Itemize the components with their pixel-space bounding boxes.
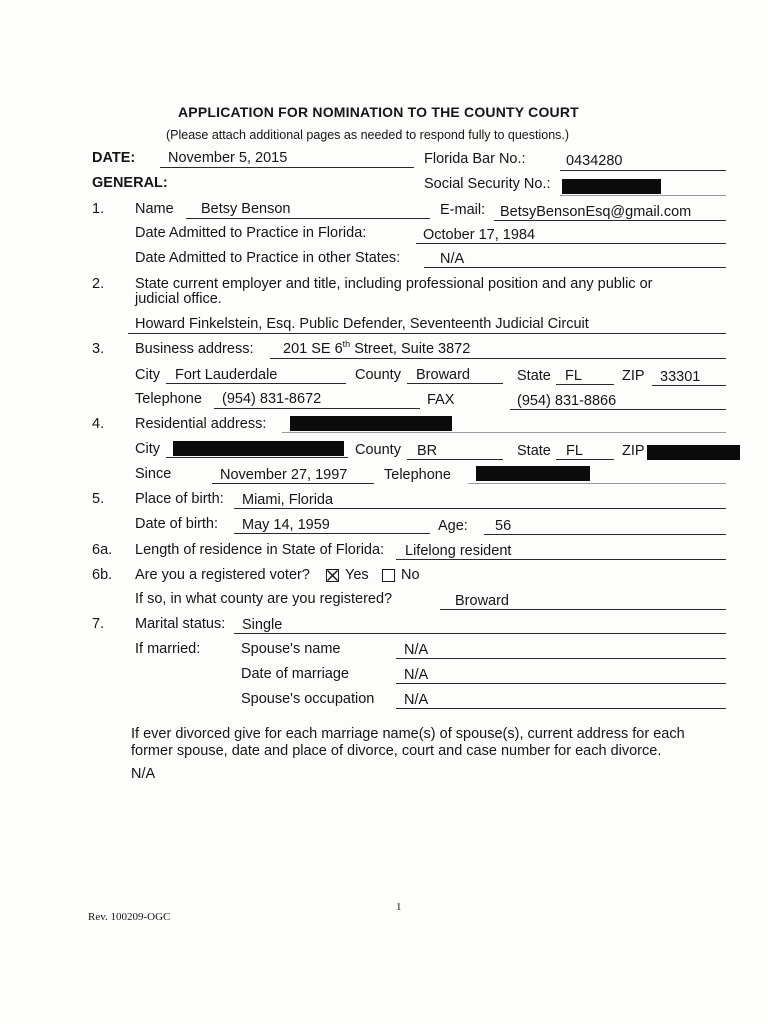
registered-county-value: Broward <box>455 593 509 609</box>
business-fax-value: (954) 831-8866 <box>517 393 617 409</box>
voter-yes-label: Yes <box>345 567 369 583</box>
business-county-value: Broward <box>416 367 470 383</box>
business-address-underline <box>270 358 726 359</box>
business-telephone-label: Telephone <box>135 391 202 407</box>
business-city-underline <box>166 383 346 384</box>
name-value: Betsy Benson <box>201 201 291 217</box>
if-married-label: If married: <box>135 641 201 657</box>
age-label: Age: <box>438 518 468 534</box>
name-underline <box>186 218 430 219</box>
general-label: GENERAL: <box>92 175 168 191</box>
q2-question-line1: State current employer and title, including professional position and any public or <box>135 276 653 292</box>
business-state-value: FL <box>565 368 582 384</box>
residential-state-value: FL <box>566 443 583 459</box>
q5-number: 5. <box>92 491 105 507</box>
business-zip-label: ZIP <box>622 368 645 384</box>
residential-telephone-label: Telephone <box>384 467 451 483</box>
residential-state-underline <box>556 459 614 460</box>
checkbox-x-icon <box>327 570 338 581</box>
business-address-value: 201 SE 6th Street, Suite 3872 <box>283 339 471 357</box>
date-label: DATE: <box>92 150 136 166</box>
residential-address-label: Residential address: <box>135 416 267 432</box>
residence-length-underline <box>396 559 726 560</box>
admitted-florida-underline <box>416 243 726 244</box>
business-zip-value: 33301 <box>660 369 701 385</box>
residential-zip-label: ZIP <box>622 443 645 459</box>
since-value: November 27, 1997 <box>220 467 348 483</box>
business-city-value: Fort Lauderdale <box>175 367 278 383</box>
residence-length-value: Lifelong resident <box>405 543 512 559</box>
age-value: 56 <box>495 518 512 534</box>
business-city-label: City <box>135 367 160 383</box>
divorce-answer: N/A <box>131 766 156 782</box>
employer-value: Howard Finkelstein, Esq. Public Defender, Seventeenth Judicial Circuit <box>135 316 589 332</box>
admitted-other-value: N/A <box>440 251 465 267</box>
ssn-redaction <box>562 179 661 194</box>
email-underline <box>494 220 726 221</box>
marriage-date-label: Date of marriage <box>241 666 349 682</box>
florida-bar-label: Florida Bar No.: <box>424 151 526 167</box>
divorce-question-line1: If ever divorced give for each marriage name(s) of spouse(s), current address for each <box>131 726 685 742</box>
age-underline <box>484 534 726 535</box>
business-fax-underline <box>510 409 726 410</box>
email-value: BetsyBensonEsq@gmail.com <box>500 204 692 220</box>
business-zip-underline <box>652 385 726 386</box>
admitted-other-label: Date Admitted to Practice in other States: <box>135 250 401 266</box>
admitted-other-underline <box>424 267 726 268</box>
date-of-birth-underline <box>234 533 430 534</box>
spouse-name-label: Spouse's name <box>241 641 341 657</box>
spouse-name-value: N/A <box>404 642 429 658</box>
marital-status-label: Marital status: <box>135 616 226 632</box>
residential-county-label: County <box>355 442 401 458</box>
date-value: November 5, 2015 <box>168 150 288 166</box>
business-county-label: County <box>355 367 401 383</box>
date-underline <box>160 167 414 168</box>
registered-county-label: If so, in what county are you registered? <box>135 591 393 607</box>
florida-bar-underline <box>560 170 726 171</box>
residence-length-label: Length of residence in State of Florida: <box>135 542 385 558</box>
q2-number: 2. <box>92 276 105 292</box>
spouse-occupation-label: Spouse's occupation <box>241 691 375 707</box>
admitted-florida-label: Date Admitted to Practice in Florida: <box>135 225 367 241</box>
business-state-label: State <box>517 368 551 384</box>
residential-telephone-redaction <box>476 466 590 481</box>
voter-yes-checkbox[interactable] <box>326 569 339 582</box>
q6b-number: 6b. <box>92 567 113 583</box>
place-of-birth-value: Miami, Florida <box>242 492 334 508</box>
ssn-label: Social Security No.: <box>424 176 551 192</box>
form-subtitle: (Please attach additional pages as needed to respond fully to questions.) <box>166 128 570 142</box>
admitted-florida-value: October 17, 1984 <box>423 227 536 243</box>
q6a-number: 6a. <box>92 542 113 558</box>
page-number: 1 <box>396 901 402 913</box>
marital-status-underline <box>234 633 726 634</box>
marriage-date-underline <box>396 683 726 684</box>
residential-city-redaction <box>173 441 344 456</box>
divorce-question-line2: former spouse, date and place of divorce, court and case number for each divorce. <box>131 743 662 759</box>
business-fax-label: FAX <box>427 392 455 408</box>
business-telephone-underline <box>214 408 420 409</box>
business-state-underline <box>556 384 614 385</box>
business-county-underline <box>407 383 503 384</box>
residential-address-redaction <box>290 416 452 431</box>
marriage-date-value: N/A <box>404 667 429 683</box>
business-telephone-value: (954) 831-8672 <box>222 391 322 407</box>
revision-code: Rev. 100209-OGC <box>88 911 171 923</box>
marital-status-value: Single <box>242 617 283 633</box>
residential-county-underline <box>407 459 503 460</box>
residential-telephone-underline <box>468 483 726 484</box>
residential-city-label: City <box>135 441 160 457</box>
voter-no-label: No <box>401 567 420 583</box>
residential-address-underline <box>282 432 726 433</box>
date-of-birth-value: May 14, 1959 <box>242 517 330 533</box>
since-label: Since <box>135 466 172 482</box>
date-of-birth-label: Date of birth: <box>135 516 219 532</box>
business-address-label: Business address: <box>135 341 254 357</box>
since-underline <box>212 483 374 484</box>
q1-number: 1. <box>92 201 105 217</box>
registered-county-underline <box>440 609 726 610</box>
florida-bar-value: 0434280 <box>566 153 623 169</box>
spouse-occupation-value: N/A <box>404 692 429 708</box>
q2-question-line2: judicial office. <box>135 291 222 307</box>
form-title: APPLICATION FOR NOMINATION TO THE COUNTY COURT <box>178 104 579 120</box>
place-of-birth-label: Place of birth: <box>135 491 224 507</box>
voter-no-checkbox[interactable] <box>382 569 395 582</box>
q7-number: 7. <box>92 616 105 632</box>
spouse-name-underline <box>396 658 726 659</box>
residential-county-value: BR <box>417 443 438 459</box>
name-label: Name <box>135 201 174 217</box>
residential-state-label: State <box>517 443 551 459</box>
spouse-occupation-underline <box>396 708 726 709</box>
q4-number: 4. <box>92 416 105 432</box>
place-of-birth-underline <box>234 508 726 509</box>
residential-zip-redaction <box>647 445 740 460</box>
ssn-underline <box>560 195 726 196</box>
email-label: E-mail: <box>440 202 486 218</box>
employer-underline <box>128 333 726 334</box>
registered-voter-label: Are you a registered voter? <box>135 567 310 583</box>
residential-city-underline <box>166 457 348 458</box>
q3-number: 3. <box>92 341 105 357</box>
